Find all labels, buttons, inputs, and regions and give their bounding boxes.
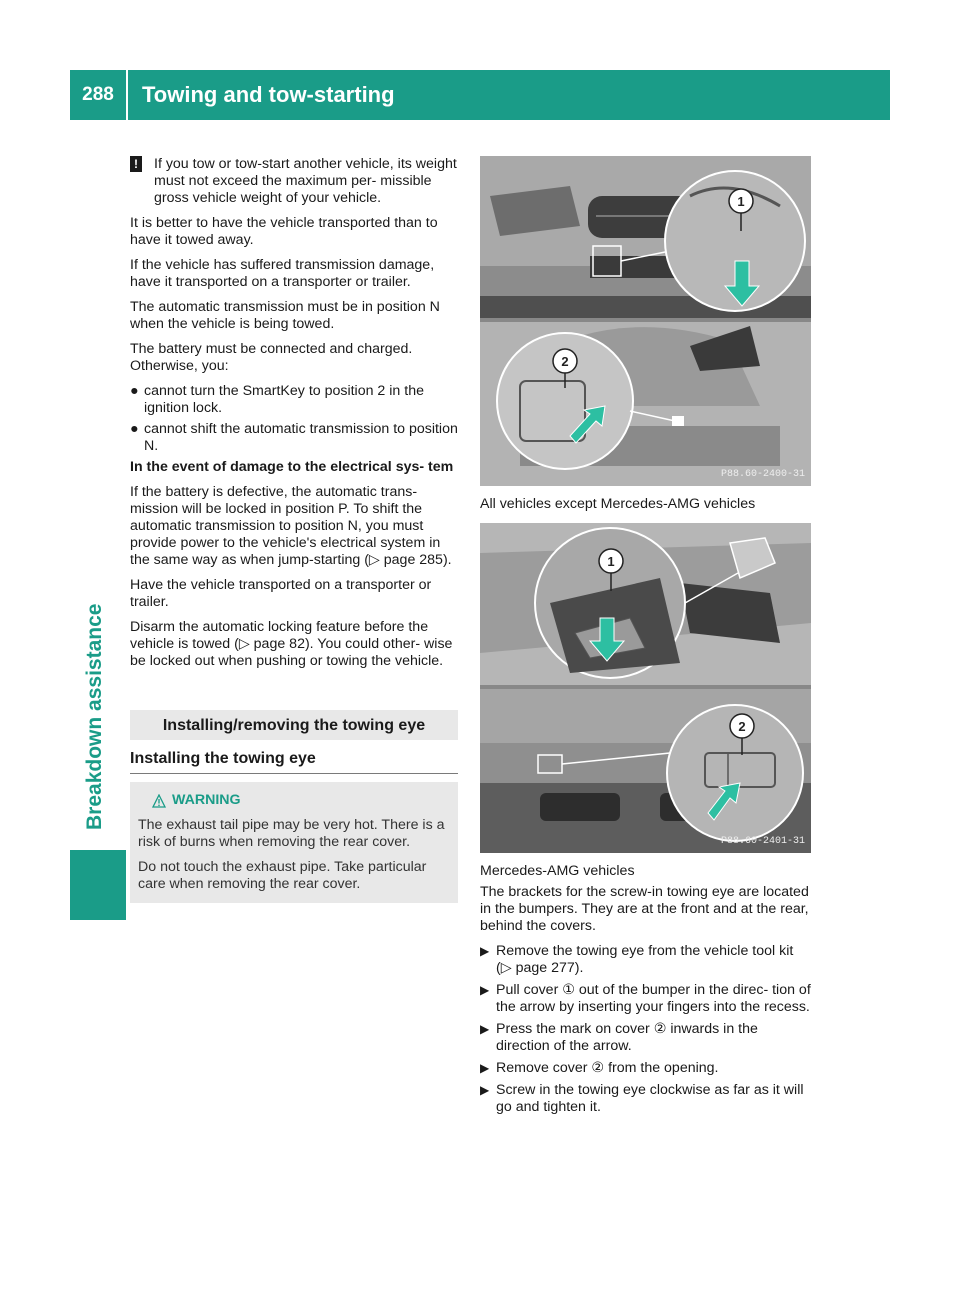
section-heading: Installing the towing eye bbox=[130, 740, 458, 774]
step-arrow-icon: ▶ bbox=[480, 1061, 490, 1075]
callout-2: 2 bbox=[561, 354, 569, 369]
callout-1: 1 bbox=[737, 194, 745, 209]
paragraph: If the vehicle has suffered transmission damage, have it transported on a transporter or trailer. bbox=[130, 257, 435, 290]
note-icon: ! bbox=[130, 156, 142, 172]
step-arrow-icon: ▶ bbox=[480, 1083, 490, 1097]
bullet-icon: ● bbox=[130, 421, 139, 437]
instruction-step bbox=[480, 1060, 811, 1077]
side-tab-label: Breakdown assistance bbox=[83, 603, 106, 830]
warning-box bbox=[130, 782, 458, 903]
paragraph: The battery must be connected and charged. Otherwise, you: bbox=[130, 341, 413, 374]
step-arrow-icon: ▶ bbox=[480, 983, 490, 997]
step-text: Pull cover ① out of the bumper in the direc- tion of the arrow by inserting your fingers into the recess. bbox=[496, 982, 811, 1015]
figure-standard bbox=[480, 156, 811, 486]
paragraph-heading: In the event of damage to the electrical sys- tem bbox=[130, 459, 454, 475]
figure-code: P88.60-2401-31 bbox=[720, 836, 805, 847]
warning-text: Do not touch the exhaust pipe. Take particular care when removing the rear cover. bbox=[138, 859, 427, 892]
subsection-heading: Installing/removing the towing eye bbox=[130, 710, 458, 740]
right-column bbox=[480, 156, 811, 1121]
step-text: Remove the towing eye from the vehicle tool kit (▷ page 277). bbox=[496, 943, 794, 976]
paragraph: The brackets for the screw-in towing eye are located in the bumpers. They are at the front and at the rear, behind the covers. bbox=[480, 884, 809, 934]
chapter-title: Towing and tow-starting bbox=[128, 70, 890, 120]
figure-amg bbox=[480, 523, 811, 853]
step-text: Press the mark on cover ② inwards in the direction of the arrow. bbox=[496, 1021, 758, 1054]
warning-heading bbox=[138, 792, 450, 809]
list-item bbox=[130, 383, 458, 417]
figure-caption: Mercedes-AMG vehicles bbox=[480, 863, 635, 879]
side-tab-block bbox=[70, 850, 126, 920]
list-item-text: cannot turn the SmartKey to position 2 in the ignition lock. bbox=[144, 383, 424, 416]
paragraph: It is better to have the vehicle transported than to have it towed away. bbox=[130, 215, 438, 248]
warning-icon bbox=[152, 794, 166, 808]
page-number: 288 bbox=[70, 70, 126, 120]
paragraph: If the battery is defective, the automatic trans- mission will be locked in position P. To shift the automatic transmission to position N, you must provide power to the vehicle's electrical system in the same way as when jump-starting (▷ page 285). bbox=[130, 484, 452, 568]
step-arrow-icon: ▶ bbox=[480, 1022, 490, 1036]
paragraph: The automatic transmission must be in position N when the vehicle is being towed. bbox=[130, 299, 440, 332]
warning-label: WARNING bbox=[172, 792, 241, 808]
note-paragraph bbox=[130, 156, 458, 207]
step-arrow-icon: ▶ bbox=[480, 944, 490, 958]
instruction-step bbox=[480, 1021, 811, 1055]
list-item-text: cannot shift the automatic transmission to position N. bbox=[144, 421, 458, 454]
step-text: Screw in the towing eye clockwise as far as it will go and tighten it. bbox=[496, 1082, 804, 1115]
list-item bbox=[130, 421, 458, 455]
callout-1: 1 bbox=[607, 554, 615, 569]
instruction-step bbox=[480, 943, 811, 977]
warning-text: The exhaust tail pipe may be very hot. There is a risk of burns when removing the rear cover. bbox=[138, 817, 445, 850]
paragraph: Have the vehicle transported on a transporter or trailer. bbox=[130, 577, 432, 610]
paragraph: Disarm the automatic locking feature before the vehicle is towed (▷ page 82). You could other- wise be locked out when pushing or towing the vehicle. bbox=[130, 619, 453, 669]
car-illustration-amg bbox=[480, 523, 811, 853]
instruction-step bbox=[480, 1082, 811, 1116]
figure-caption: All vehicles except Mercedes-AMG vehicles bbox=[480, 496, 756, 512]
figure-code: P88.60-2400-31 bbox=[720, 469, 805, 480]
note-text: If you tow or tow-start another vehicle, its weight must not exceed the maximum per- missible gross vehicle weight of your vehicle. bbox=[154, 156, 457, 206]
step-text: Remove cover ② from the opening. bbox=[496, 1060, 719, 1076]
instruction-step bbox=[480, 982, 811, 1016]
callout-2: 2 bbox=[738, 719, 746, 734]
bullet-icon: ● bbox=[130, 383, 139, 399]
left-column bbox=[130, 156, 458, 903]
car-illustration bbox=[480, 156, 811, 486]
